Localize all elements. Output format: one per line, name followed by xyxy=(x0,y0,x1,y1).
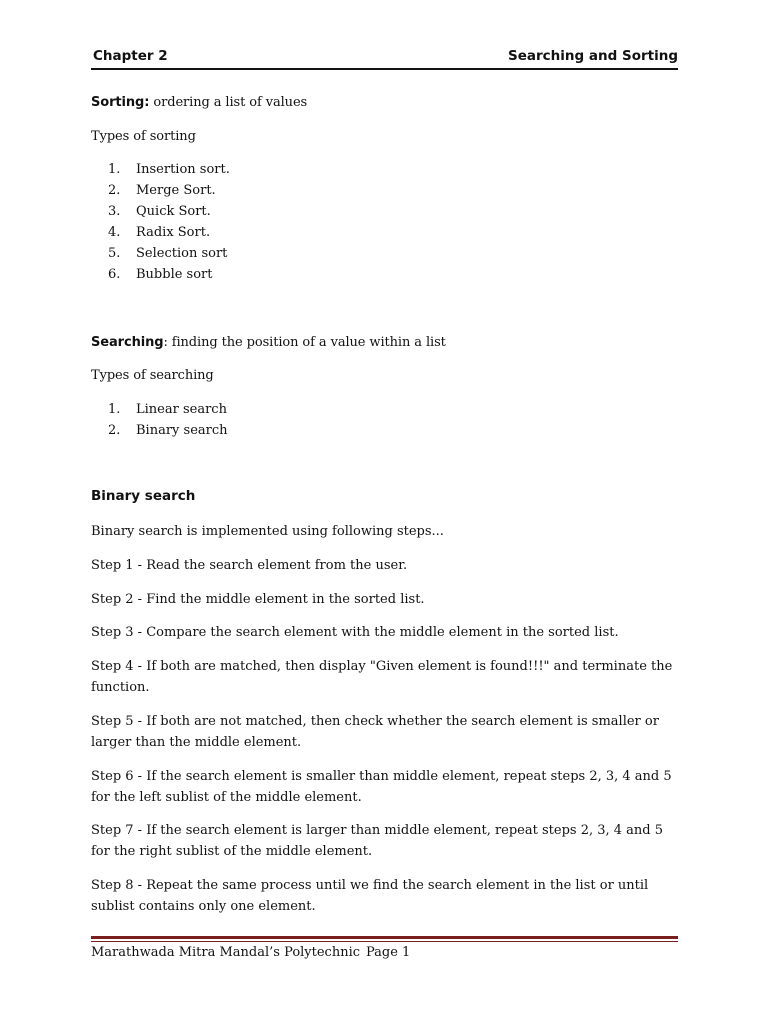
step-6: Step 6 - If the search element is smaller than middle element, repeat steps 2, 3, 4 and 5 for the left sublist of the middle element. xyxy=(91,769,672,805)
list-item: 4. Radix Sort. xyxy=(108,225,211,240)
list-item: 1. Linear search xyxy=(108,402,227,417)
searching-types-list xyxy=(108,399,228,441)
footer-rule xyxy=(91,936,678,939)
page-header xyxy=(91,46,678,70)
searching-label: Searching xyxy=(91,335,164,350)
sorting-types-list xyxy=(108,159,230,285)
list-item: 1. Insertion sort. xyxy=(108,162,230,177)
searching-definition-text: : finding the position of a value within a list xyxy=(163,335,446,350)
binary-search-intro: Binary search is implemented using following steps... xyxy=(91,524,444,539)
list-item: 6. Bubble sort xyxy=(108,267,213,282)
chapter-label: Chapter 2 xyxy=(93,48,168,64)
footer-rule-thin xyxy=(91,941,678,942)
sorting-label: Sorting: xyxy=(91,95,150,110)
page-number: Page 1 xyxy=(366,945,411,960)
sorting-definition xyxy=(91,92,681,113)
searching-definition xyxy=(91,332,681,353)
step-8: Step 8 - Repeat the same process until we find the search element in the list or until sublist contains only one element. xyxy=(91,878,649,914)
searching-types-heading: Types of searching xyxy=(91,368,214,383)
step-3: Step 3 - Compare the search element with the middle element in the sorted list. xyxy=(91,625,619,640)
sorting-definition-text: ordering a list of values xyxy=(149,95,308,110)
chapter-title: Searching and Sorting xyxy=(508,48,678,64)
step-4: Step 4 - If both are matched, then display "Given element is found!!!" and terminate the function. xyxy=(91,659,673,695)
step-2: Step 2 - Find the middle element in the sorted list. xyxy=(91,592,425,607)
step-5: Step 5 - If both are not matched, then check whether the search element is smaller or larger than the middle element. xyxy=(91,714,659,750)
footer-institution: Marathwada Mitra Mandal’s Polytechnic xyxy=(91,945,361,960)
binary-search-heading: Binary search xyxy=(91,488,196,504)
list-item: 5. Selection sort xyxy=(108,246,228,261)
step-1: Step 1 - Read the search element from the user. xyxy=(91,558,408,573)
sorting-types-heading: Types of sorting xyxy=(91,129,196,144)
list-item: 2. Binary search xyxy=(108,423,228,438)
list-item: 2. Merge Sort. xyxy=(108,183,216,198)
step-7: Step 7 - If the search element is larger than middle element, repeat steps 2, 3, 4 and 5 for the right sublist of the middle element. xyxy=(91,823,664,859)
list-item: 3. Quick Sort. xyxy=(108,204,211,219)
page-footer xyxy=(91,944,411,962)
